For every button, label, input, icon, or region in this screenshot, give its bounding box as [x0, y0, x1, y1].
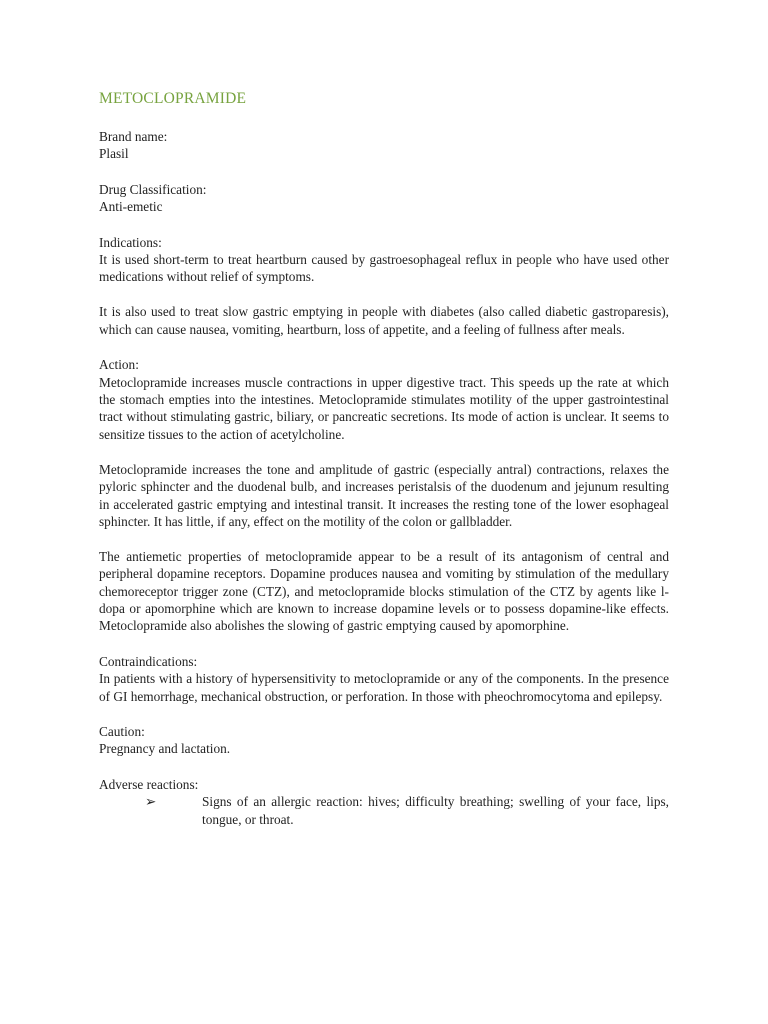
contraindications-section — [99, 653, 669, 705]
action-label: Action: — [99, 357, 139, 373]
caution-label: Caution: — [99, 724, 145, 740]
indications-paragraph: It is used short-term to treat heartburn caused by gastroesophageal reflux in people who have used other medications without relief of symptoms. — [99, 252, 669, 285]
classification-section — [99, 181, 669, 216]
action-paragraph: Metoclopramide increases muscle contractions in upper digestive tract. This speeds up the rate at which the stomach empties into the intestines. Metoclopramide stimulates motility of the upper gastrointestinal tract without stimulating gastric, biliary, or pancreatic secretions. Its mode of action is unclear. It seems to sensitize tissues to the action of acetylcholine. — [99, 374, 669, 442]
adverse-reactions-section — [99, 776, 669, 828]
indications-paragraph: It is also used to treat slow gastric emptying in people with diabetes (also called diabetic gastroparesis), which can cause nausea, vomiting, heartburn, loss of appetite, and a feeling of fullness after meals. — [99, 304, 669, 337]
list-item-text: Signs of an allergic reaction: hives; difficulty breathing; swelling of your face, lips, tongue, or throat. — [202, 794, 669, 827]
drug-title: METOCLOPRAMIDE — [99, 90, 247, 107]
brand-name-label: Brand name: — [99, 129, 168, 144]
adverse-reactions-list — [99, 793, 669, 828]
indications-section — [99, 234, 669, 339]
contraindications-text: In patients with a history of hypersensitivity to metoclopramide or any of the components. In the presence of GI hemorrhage, mechanical obstruction, or perforation. In those with pheochromocytoma and epilepsy. — [99, 671, 669, 704]
classification-label: Drug Classification: — [99, 181, 207, 197]
classification-value: Anti-emetic — [99, 199, 163, 215]
action-paragraph: The antiemetic properties of metoclopramide appear to be a result of its antagonism of central and peripheral dopamine receptors. Dopamine produces nausea and vomiting by stimulation of the medullary chemoreceptor trigger zone (CTZ), and metoclopramide blocks stimulation of the CTZ by agents like l-dopa or apomorphine which are known to increase dopamine levels or to possess dopamine-like effects. Metoclopramide also abolishes the slowing of gastric emptying caused by apomorphine. — [99, 548, 669, 634]
brand-name-value: Plasil — [99, 146, 129, 162]
caution-section — [99, 723, 669, 758]
brand-name-section — [99, 128, 669, 163]
adverse-reactions-label: Adverse reactions: — [99, 776, 199, 792]
caution-text: Pregnancy and lactation. — [99, 741, 231, 757]
arrow-bullet-icon: ➢ — [145, 794, 157, 810]
contraindications-label: Contraindications: — [99, 653, 198, 669]
indications-label: Indications: — [99, 234, 162, 250]
list-item — [99, 793, 669, 828]
action-paragraph: Metoclopramide increases the tone and amplitude of gastric (especially antral) contractions, relaxes the pyloric sphincter and the duodenal bulb, and increases peristalsis of the duodenum and jejunum resulting in accelerated gastric emptying and intestinal transit. It increases the resting tone of the lower esophageal sphincter. It has little, if any, effect on the motility of the colon or gallbladder. — [99, 461, 669, 529]
action-section — [99, 356, 669, 635]
